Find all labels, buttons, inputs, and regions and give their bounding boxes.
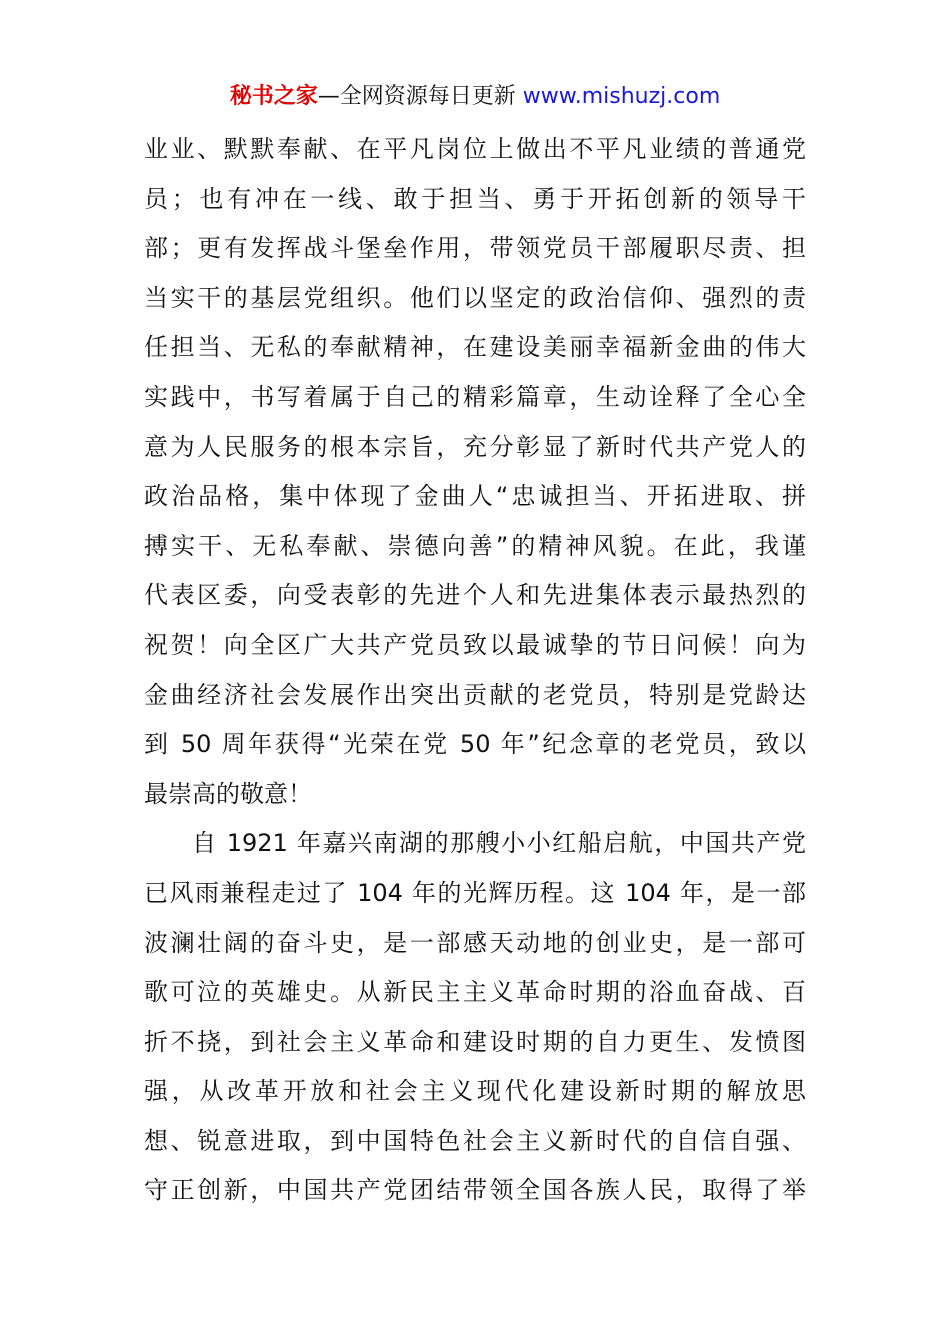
text-line: 祝贺！向全区广大共产党员致以最诚挚的节日问候！向为: [144, 630, 806, 659]
text-line: 政治品格，集中体现了金曲人“忠诚担当、开拓进取、拼: [144, 482, 806, 511]
page-header: [0, 80, 950, 114]
text-line: 员；也有冲在一线、敢于担当、勇于开拓创新的领导干: [144, 184, 806, 213]
text-line: 任担当、无私的奉献精神，在建设美丽幸福新金曲的伟大: [144, 333, 806, 362]
text-line: 金曲经济社会发展作出突出贡献的老党员，特别是党龄达: [144, 680, 806, 709]
paragraph-first-line: 自 1921 年嘉兴南湖的那艘小小红船启航，中国共产党: [192, 829, 806, 858]
text-line: 实践中，书写着属于自己的精彩篇章，生动诠释了全心全: [144, 382, 806, 411]
text-line: 到 50 周年获得“光荣在党 50 年”纪念章的老党员，致以: [144, 730, 806, 759]
text-line: 业业、默默奉献、在平凡岗位上做出不平凡业绩的普通党: [144, 135, 806, 163]
text-line: 波澜壮阔的奋斗史，是一部感天动地的创业史，是一部可: [144, 928, 806, 957]
paragraph-end-line: 最崇高的敬意！: [144, 779, 312, 808]
text-line: 想、锐意进取，到中国特色社会主义新时代的自信自强、: [144, 1126, 806, 1155]
website-url[interactable]: www.mishuzj.com: [522, 84, 721, 109]
brand-name: 秘书之家: [229, 84, 318, 109]
text-line: 折不挠，到社会主义革命和建设时期的自力更生、发愤图: [144, 1027, 806, 1056]
text-line: 意为人民服务的根本宗旨，充分彰显了新时代共产党人的: [144, 432, 806, 461]
text-line: 歌可泣的英雄史。从新民主主义革命时期的浴血奋战、百: [144, 978, 806, 1007]
text-line: 已风雨兼程走过了 104 年的光辉历程。这 104 年，是一部: [144, 878, 806, 907]
text-line: 代表区委，向受表彰的先进个人和先进集体表示最热烈的: [144, 581, 806, 610]
text-line: 强，从改革开放和社会主义现代化建设新时期的解放思: [144, 1077, 806, 1106]
document-body: [144, 125, 806, 1216]
text-line: 部；更有发挥战斗堡垒作用，带领党员干部履职尽责、担: [144, 234, 806, 263]
text-line: 守正创新，中国共产党团结带领全国各族人民，取得了举: [144, 1176, 806, 1205]
header-slogan: —全网资源每日更新: [317, 84, 516, 109]
text-line: 搏实干、无私奉献、崇德向善”的精神风貌。在此，我谨: [144, 531, 806, 560]
text-line: 当实干的基层党组织。他们以坚定的政治信仰、强烈的责: [144, 283, 806, 312]
